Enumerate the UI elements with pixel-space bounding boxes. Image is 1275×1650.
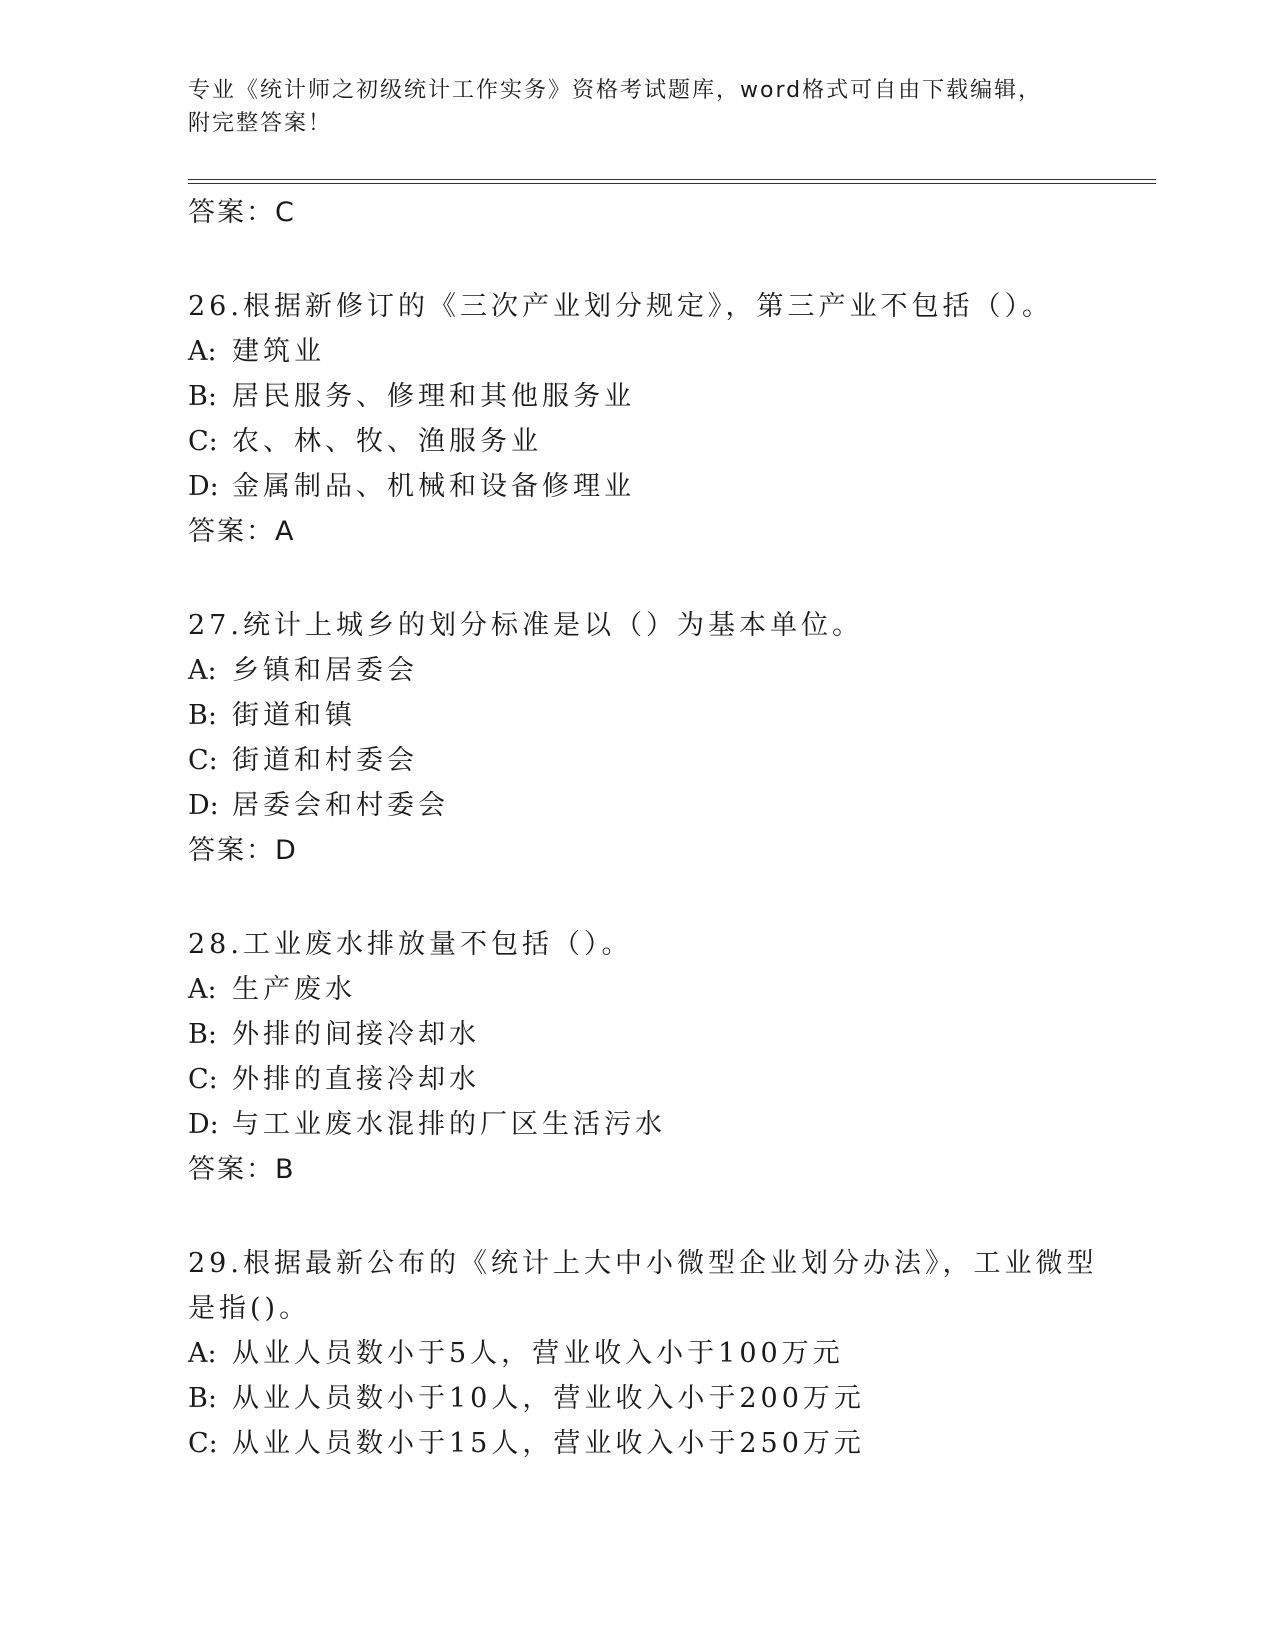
option-text: 从业人员数小于15人，营业收入小于250万元: [232, 1428, 865, 1459]
question-29: [188, 1241, 1128, 1466]
option-key: D:: [188, 1109, 219, 1140]
option-b: [188, 1012, 1128, 1057]
question-list: [188, 190, 1128, 1466]
option-b: [188, 374, 1128, 419]
option-d: [188, 1102, 1128, 1147]
option-a: [188, 967, 1128, 1012]
option-c: [188, 1057, 1128, 1102]
option-key: A:: [188, 1338, 217, 1369]
question-stem: 28.工业废水排放量不包括（）。: [188, 929, 633, 960]
option-text: 街道和镇: [232, 700, 356, 731]
option-text: 生产废水: [232, 974, 356, 1005]
header-divider: [188, 179, 1156, 184]
option-d: [188, 783, 1128, 828]
option-text: 街道和村委会: [232, 745, 418, 776]
option-d: [188, 464, 1128, 509]
option-c: [188, 419, 1128, 464]
question-26: [188, 284, 1128, 555]
option-text: 外排的直接冷却水: [232, 1064, 480, 1095]
header-line-1: 专业《统计师之初级统计工作实务》资格考试题库，word格式可自由下载编辑，: [188, 78, 1043, 103]
option-a: [188, 648, 1128, 693]
option-c: [188, 1421, 1128, 1466]
header-line-2: 附完整答案！: [188, 111, 333, 136]
option-key: B:: [188, 700, 217, 731]
option-text: 与工业废水混排的厂区生活污水: [232, 1109, 666, 1140]
question-stem: 29.根据最新公布的《统计上大中小微型企业划分办法》，工业微型是指()。: [188, 1248, 1098, 1324]
option-key: A:: [188, 336, 217, 367]
option-text: 外排的间接冷却水: [232, 1019, 480, 1050]
option-key: C:: [188, 745, 218, 776]
option-text: 从业人员数小于10人，营业收入小于200万元: [232, 1383, 865, 1414]
previous-answer: 答案：C: [188, 197, 296, 228]
option-text: 居民服务、修理和其他服务业: [232, 381, 635, 412]
option-text: 从业人员数小于5人，营业收入小于100万元: [232, 1338, 844, 1369]
question-27: [188, 603, 1128, 874]
option-key: D:: [188, 471, 219, 502]
option-key: D:: [188, 790, 219, 821]
option-key: B:: [188, 381, 217, 412]
option-key: B:: [188, 1383, 217, 1414]
option-b: [188, 693, 1128, 738]
option-key: C:: [188, 1428, 218, 1459]
option-text: 建筑业: [232, 336, 325, 367]
question-28: [188, 922, 1128, 1193]
option-a: [188, 329, 1128, 374]
answer-line: 答案：B: [188, 1154, 296, 1185]
question-stem: 26.根据新修订的《三次产业划分规定》，第三产业不包括（）。: [188, 291, 1053, 322]
option-c: [188, 738, 1128, 783]
question-stem: 27.统计上城乡的划分标准是以（）为基本单位。: [188, 610, 863, 641]
option-text: 农、林、牧、渔服务业: [232, 426, 542, 457]
option-text: 金属制品、机械和设备修理业: [232, 471, 635, 502]
option-key: C:: [188, 1064, 218, 1095]
option-text: 居委会和村委会: [232, 790, 449, 821]
answer-line: 答案：A: [188, 516, 296, 547]
option-text: 乡镇和居委会: [232, 655, 418, 686]
option-key: A:: [188, 974, 217, 1005]
option-key: B:: [188, 1019, 217, 1050]
document-header: [188, 74, 1088, 140]
option-b: [188, 1376, 1128, 1421]
option-key: A:: [188, 655, 217, 686]
answer-line: 答案：D: [188, 835, 298, 866]
option-key: C:: [188, 426, 218, 457]
option-a: [188, 1331, 1128, 1376]
